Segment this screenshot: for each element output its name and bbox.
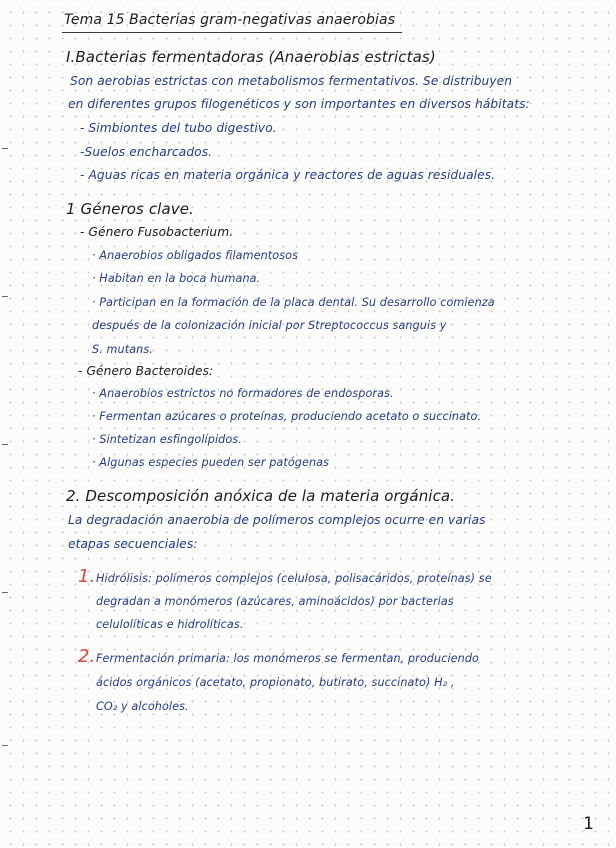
margin-mark xyxy=(2,592,8,593)
fusobacterium-title: - Género Fusobacterium. xyxy=(80,225,234,239)
step1-line: degradan a monómeros (azúcares, aminoácidos) por bacterias xyxy=(96,595,454,608)
bacteroides-item: · Fermentan azúcares o proteínas, produciendo acetato o succinato. xyxy=(92,410,482,423)
bacteroides-title: - Género Bacteroides: xyxy=(78,364,214,378)
fusobacterium-item: · Anaerobios obligados filamentosos xyxy=(92,249,299,262)
step1-number: 1. xyxy=(78,566,96,587)
step2-number: 2. xyxy=(78,646,96,667)
bacteroides-item: · Algunas especies pueden ser patógenas xyxy=(92,456,330,469)
fusobacterium-item: · Participan en la formación de la placa dental. Su desarrollo comienza xyxy=(92,296,495,309)
step1-line: Hidrólisis: polímeros complejos (celulosa, polisacáridos, proteínas) se xyxy=(96,572,492,585)
page-title: Tema 15 Bacterias gram-negativas anaerobias xyxy=(64,12,396,28)
step1-line: celulolíticas e hidrolíticas. xyxy=(96,618,244,631)
fusobacterium-item: después de la colonización inicial por Streptococcus sanguis y xyxy=(92,319,447,332)
section2-intro-line1: La degradación anaerobia de polímeros complejos ocurre en varias xyxy=(68,513,486,527)
margin-mark xyxy=(2,148,8,149)
section2-heading: 2. Descomposición anóxica de la materia orgánica. xyxy=(66,487,456,505)
bacteroides-item: · Sintetizan esfingolípidos. xyxy=(92,433,242,446)
generos-heading: 1 Géneros clave. xyxy=(66,200,194,218)
step2-line: Fermentación primaria: los monómeros se fermentan, produciendo xyxy=(96,652,479,665)
section1-intro-line2: en diferentes grupos filogenéticos y son importantes en diversos hábitats: xyxy=(68,97,530,111)
page-number: 1 xyxy=(583,814,594,834)
section1-intro-line1: Son aerobias estrictas con metabolismos fermentativos. Se distribuyen xyxy=(70,74,513,88)
habitat-item: - Aguas ricas en materia orgánica y reactores de aguas residuales. xyxy=(80,168,496,182)
habitat-item: - Simbiontes del tubo digestivo. xyxy=(80,121,277,135)
step2-line: ácidos orgánicos (acetato, propionato, butirato, succinato) H₂ , xyxy=(96,676,455,689)
bacteroides-item: · Anaerobios estrictos no formadores de endosporas. xyxy=(92,387,394,400)
habitat-item: -Suelos encharcados. xyxy=(80,145,213,159)
title-underline xyxy=(62,32,402,33)
section2-intro-line2: etapas secuenciales: xyxy=(68,537,198,551)
margin-mark xyxy=(2,444,8,445)
fusobacterium-item: S. mutans. xyxy=(92,343,153,356)
margin-mark xyxy=(2,745,8,746)
section1-heading: I.Bacterias fermentadoras (Anaerobias estrictas) xyxy=(66,48,436,66)
step2-line: CO₂ y alcoholes. xyxy=(96,700,189,713)
margin-mark xyxy=(2,296,8,297)
fusobacterium-item: · Habitan en la boca humana. xyxy=(92,272,261,285)
